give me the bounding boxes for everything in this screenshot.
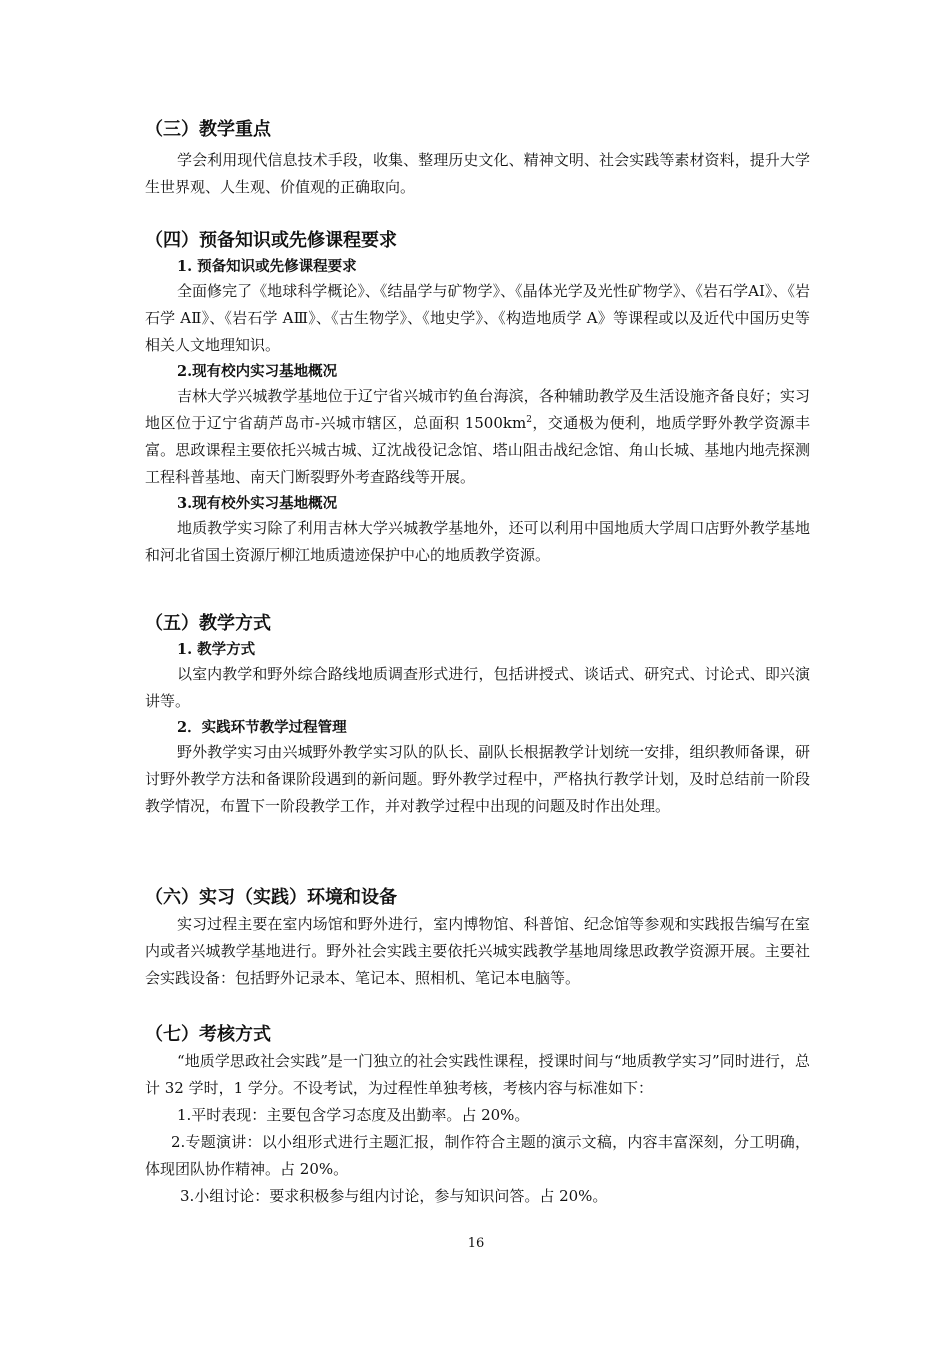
paragraph: 野外教学实习由兴城野外教学实习队的队长、副队长根据教学计划统一安排，组织教师备课，研讨野外教学方法和备课阶段遇到的新问题。野外教学过程中，严格执行教学计划，及时总结前一阶段教学情况，布置下一阶段教学工作，并对教学过程中出现的问题及时作出处理。 bbox=[145, 743, 810, 815]
paragraph-part: 吉林大学兴城教学基地位于辽宁省兴城市钓鱼台海滨，各种辅助教学及生活设施齐备良好；实习地区位于辽宁省葫芦岛市-兴城市辖区，总面积 1500km bbox=[145, 387, 810, 432]
list-item: 2.专题演讲：以小组形式进行主题汇报，制作符合主题的演示文稿，内容丰富深刻，分工明确，体现团队协作精神。占 20%。 bbox=[145, 1133, 810, 1178]
paragraph: “地质学思政社会实践”是一门独立的社会实践性课程，授课时间与“地质教学实习”同时进行，总计 32 学时，1 学分。不设考试，为过程性单独考核，考核内容与标准如下： bbox=[145, 1052, 810, 1097]
page-number: 16 bbox=[467, 1236, 485, 1251]
subsection-heading: 1. 预备知识或先修课程要求 bbox=[177, 258, 357, 275]
paragraph: 全面修完了《地球科学概论》、《结晶学与矿物学》、《晶体光学及光性矿物学》、《岩石学AⅠ》、《岩石学 AⅡ》、《岩石学 AⅢ》、《古生物学》、《地史学》、《构造地质学 A》等课程或以及近代中国历史等相关人文地理知识。 bbox=[145, 282, 810, 354]
subsection-heading: 2．实践环节教学过程管理 bbox=[177, 719, 347, 736]
section-prerequisites bbox=[145, 228, 810, 569]
section-environment bbox=[145, 885, 810, 992]
paragraph: 学会利用现代信息技术手段，收集、整理历史文化、精神文明、社会实践等素材资料，提升大学生世界观、人生观、价值观的正确取向。 bbox=[145, 151, 810, 196]
section-teaching-method bbox=[145, 611, 810, 820]
section-heading: （三）教学重点 bbox=[145, 119, 271, 140]
section-teaching-focus bbox=[145, 117, 810, 201]
section-heading: （七）考核方式 bbox=[145, 1024, 271, 1045]
subsection-heading: 3.现有校外实习基地概况 bbox=[177, 495, 338, 512]
paragraph: 实习过程主要在室内场馆和野外进行，室内博物馆、科普馆、纪念馆等参观和实践报告编写在室内或者兴城教学基地进行。野外社会实践主要依托兴城实践教学基地周缘思政教学资源开展。主要社会实践设备：包括野外记录本、笔记本、照相机、笔记本电脑等。 bbox=[145, 915, 810, 987]
list-item: 3.小组讨论：要求积极参与组内讨论，参与知识问答。占 20%。 bbox=[180, 1187, 608, 1205]
paragraph: 以室内教学和野外综合路线地质调查形式进行，包括讲授式、谈话式、研究式、讨论式、即兴演讲等。 bbox=[145, 665, 810, 710]
paragraph bbox=[145, 383, 810, 491]
paragraph-part: ，交通极为便利，地质学野外教学资源丰富。思政课程主要依托兴城古城、辽沈战役记念馆、塔山阻击战纪念馆、角山长城、基地内地壳探测工程科普基地、南天门断裂野外考查路线等开展。 bbox=[145, 414, 810, 486]
subsection-heading: 2.现有校内实习基地概况 bbox=[177, 363, 338, 380]
section-heading: （五）教学方式 bbox=[145, 613, 271, 634]
paragraph: 地质教学实习除了利用吉林大学兴城教学基地外，还可以利用中国地质大学周口店野外教学基地和河北省国土资源厅柳江地质遗迹保护中心的地质教学资源。 bbox=[145, 519, 810, 564]
section-heading: （六）实习（实践）环境和设备 bbox=[145, 887, 397, 908]
list-item: 1.平时表现：主要包含学习态度及出勤率。占 20%。 bbox=[177, 1106, 530, 1124]
superscript: 2 bbox=[526, 415, 532, 425]
section-assessment bbox=[145, 1022, 810, 1210]
section-heading: （四）预备知识或先修课程要求 bbox=[145, 230, 397, 251]
subsection-heading: 1. 教学方式 bbox=[177, 641, 256, 658]
